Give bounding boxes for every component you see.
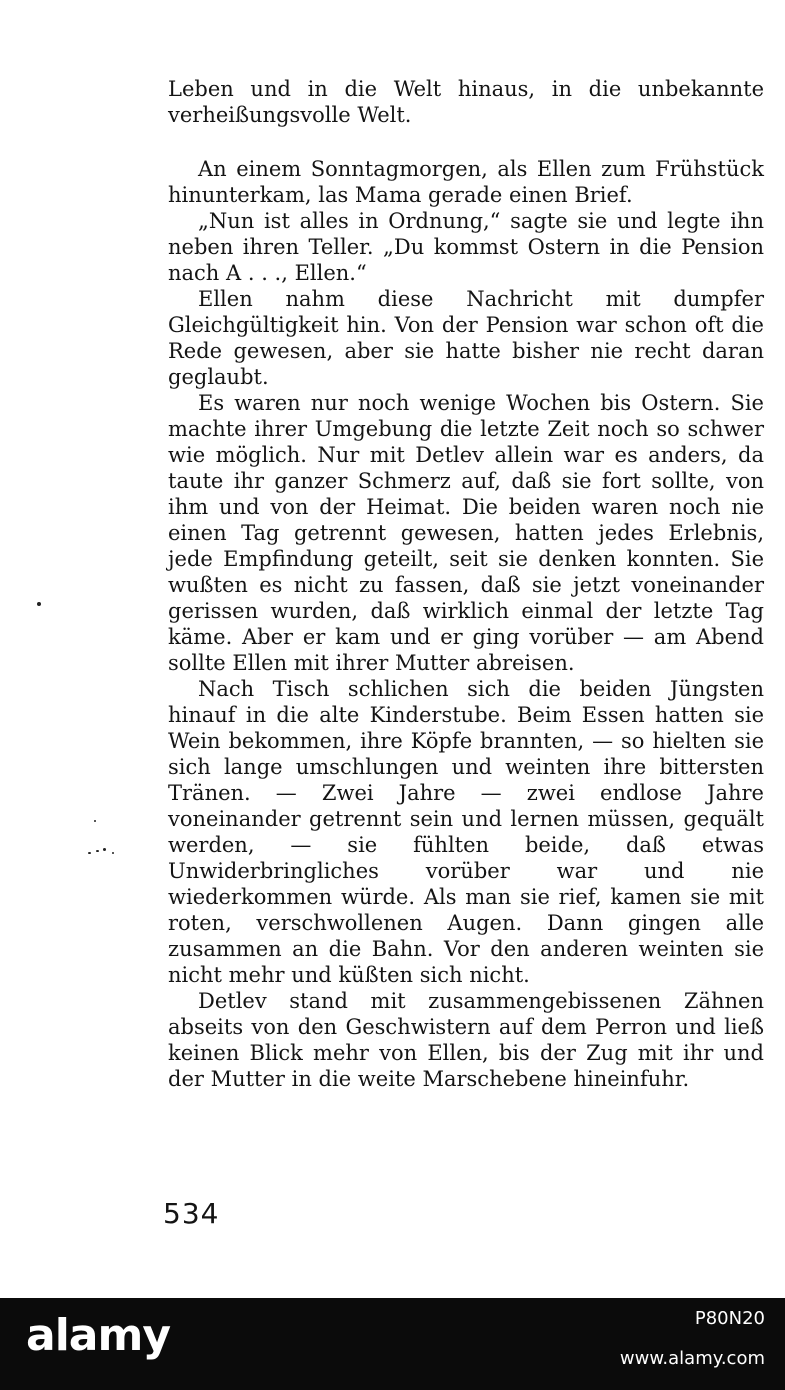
margin-speck (103, 848, 106, 851)
watermark-logo: alamy (26, 1310, 170, 1361)
image-id: P80N20 (694, 1308, 765, 1329)
body-text (168, 76, 764, 1092)
watermark-bar (0, 1298, 785, 1390)
margin-speck (88, 852, 91, 854)
paragraph-2: An einem Sonntagmorgen, als Ellen zum Frühstück hinunterkam, las Mama gerade einen Brief. (168, 157, 764, 207)
paragraph-7: Detlev stand mit zusammengebissenen Zähnen abseits von den Geschwistern auf dem Perron und ließ keinen Blick mehr von Ellen, bis der Zug mit ihr und der Mutter in die weite Marschebene hineinfuhr. (168, 989, 764, 1091)
watermark-site: www.alamy.com (619, 1348, 765, 1369)
page-number: 534 (163, 1197, 220, 1230)
paragraph-4: Ellen nahm diese Nachricht mit dumpfer Gleichgültigkeit hin. Von der Pension war schon oft die Rede gewesen, aber sie hatte bisher nie recht daran geglaubt. (168, 287, 764, 389)
margin-speck (37, 602, 41, 606)
paragraph-1: Leben und in die Welt hinaus, in die unbekannte verheißungsvolle Welt. (168, 77, 764, 127)
paragraph-6: Nach Tisch schlichen sich die beiden Jüngsten hinauf in die alte Kinderstube. Beim Essen hatten sie Wein bekommen, ihre Köpfe brannten, — so hielten sie sich lange umschlungen und weinten ihre bittersten Tränen. — Zwei Jahre — zwei endlose Jahre voneinander getrennt sein und lernen müssen, gequält werden, — sie fühlten beide, daß etwas Unwiderbringliches vorüber war und nie wiederkommen würde. Als man sie rief, kamen sie mit roten, verschwollenen Augen. Dann gingen alle zusammen an die Bahn. Vor den anderen weinten sie nicht mehr und küßten sich nicht. (168, 677, 764, 987)
paragraph-3: „Nun ist alles in Ordnung,“ sagte sie und legte ihn neben ihren Teller. „Du kommst Ostern in die Pension nach A . . ., Ellen.“ (168, 209, 764, 285)
paragraph-5: Es waren nur noch wenige Wochen bis Ostern. Sie machte ihrer Umgebung die letzte Zeit noch so schwer wie möglich. Nur mit Detlev allein war es anders, da taute ihr ganzer Schmerz auf, daß sie fort sollte, von ihm und von der Heimat. Die beiden waren noch nie einen Tag getrennt gewesen, hatten jedes Erlebnis, jede Empfindung geteilt, seit sie denken konnten. Sie wußten es nicht zu fassen, daß sie jetzt voneinander gerissen wurden, daß wirklich einmal der letzte Tag käme. Aber er kam und er ging vorüber — am Abend sollte Ellen mit ihrer Mutter abreisen. (168, 391, 764, 675)
margin-speck (94, 820, 96, 822)
margin-speck (112, 852, 114, 854)
margin-speck (96, 850, 99, 852)
